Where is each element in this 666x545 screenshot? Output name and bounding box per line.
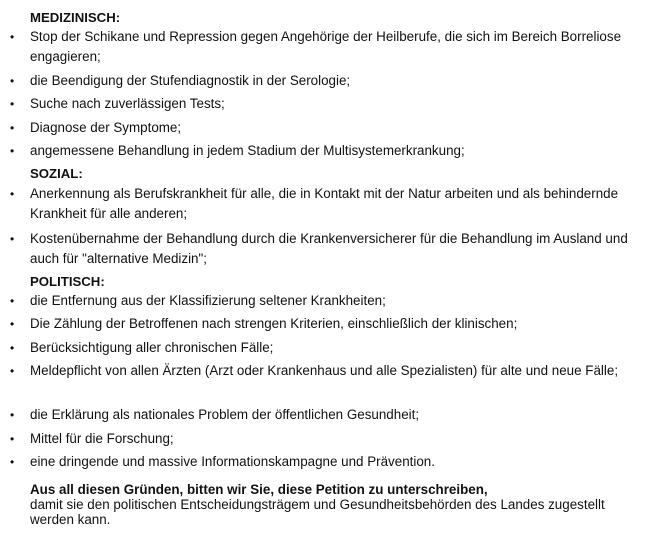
bullet-icon: • <box>10 30 15 44</box>
section-heading-medizinisch: MEDIZINISCH: <box>30 10 121 25</box>
bullet-icon: • <box>10 74 15 88</box>
list-item-text: die Beendigung der Stufendiagnostik in der Serologie; <box>30 73 351 88</box>
closing-request: Aus all diesen Gründen, bitten wir Sie, diese Petition zu unterschreiben, <box>30 482 488 497</box>
bullet-icon: • <box>10 455 15 469</box>
bullet-icon: • <box>10 187 15 201</box>
section-heading-politisch: POLITISCH: <box>30 274 105 289</box>
list-item-text: Berücksichtigung aller chronischen Fälle; <box>30 340 274 355</box>
list-item-text: Kostenübernahme der Behandlung durch die Krankenversicherer für die Behandlung im Ausland und auch für "alternative Medizin"; <box>30 231 628 266</box>
list-item <box>10 314 650 334</box>
list-item <box>10 71 650 91</box>
bullet-icon: • <box>10 364 15 378</box>
bullet-icon: • <box>10 144 15 158</box>
list-item-text: Stop der Schikane und Repression gegen Angehörige der Heilberufe, die sich im Bereich Borreliose engagieren; <box>30 29 622 64</box>
list-item-text: die Entfernung aus der Klassifizierung seltener Krankheiten; <box>30 293 386 308</box>
list-item-text: Meldepflicht von allen Ärzten (Arzt oder Krankenhaus und alle Spezialisten) für alte und neue Fälle; <box>30 363 619 378</box>
bullet-icon: • <box>10 121 15 135</box>
list-item <box>10 229 650 269</box>
list-item <box>10 429 650 449</box>
list-item-text: angemessene Behandlung in jedem Stadium der Multisystemerkrankung; <box>30 143 465 158</box>
bullet-icon: • <box>10 341 15 355</box>
list-item <box>10 94 650 114</box>
list-item <box>10 291 650 311</box>
bullet-icon: • <box>10 317 15 331</box>
list-item-text: Diagnose der Symptome; <box>30 120 182 135</box>
list-item-text: eine dringende und massive Informationskampagne und Prävention. <box>30 454 435 469</box>
closing-paragraph <box>30 482 650 527</box>
list-item <box>10 405 650 425</box>
list-item <box>10 361 650 381</box>
list-item <box>10 27 650 67</box>
list-item-text: Die Zählung der Betroffenen nach strengen Kriterien, einschließlich der klinischen; <box>30 316 518 331</box>
bullet-icon: • <box>10 294 15 308</box>
closing-explanation: damit sie den politischen Entscheidungsträgem und Gesundheitsbehörden des Landes zugestellt werden kann. <box>30 497 605 527</box>
bullet-icon: • <box>10 232 15 246</box>
list-item <box>10 452 650 472</box>
list-item <box>10 141 650 161</box>
list-item <box>10 184 650 224</box>
list-item <box>10 118 650 138</box>
bullet-icon: • <box>10 408 15 422</box>
bullet-icon: • <box>10 432 15 446</box>
list-item-text: Suche nach zuverlässigen Tests; <box>30 96 225 111</box>
list-item-text: Anerkennung als Berufskrankheit für alle, die in Kontakt mit der Natur arbeiten und als behindernde Krankheit für alle anderen; <box>30 186 619 221</box>
list-item <box>10 338 650 358</box>
list-item-text: Mittel für die Forschung; <box>30 431 174 446</box>
list-item-text: die Erklärung als nationales Problem der öffentlichen Gesundheit; <box>30 407 420 422</box>
bullet-icon: • <box>10 97 15 111</box>
section-heading-sozial: SOZIAL: <box>30 166 83 181</box>
